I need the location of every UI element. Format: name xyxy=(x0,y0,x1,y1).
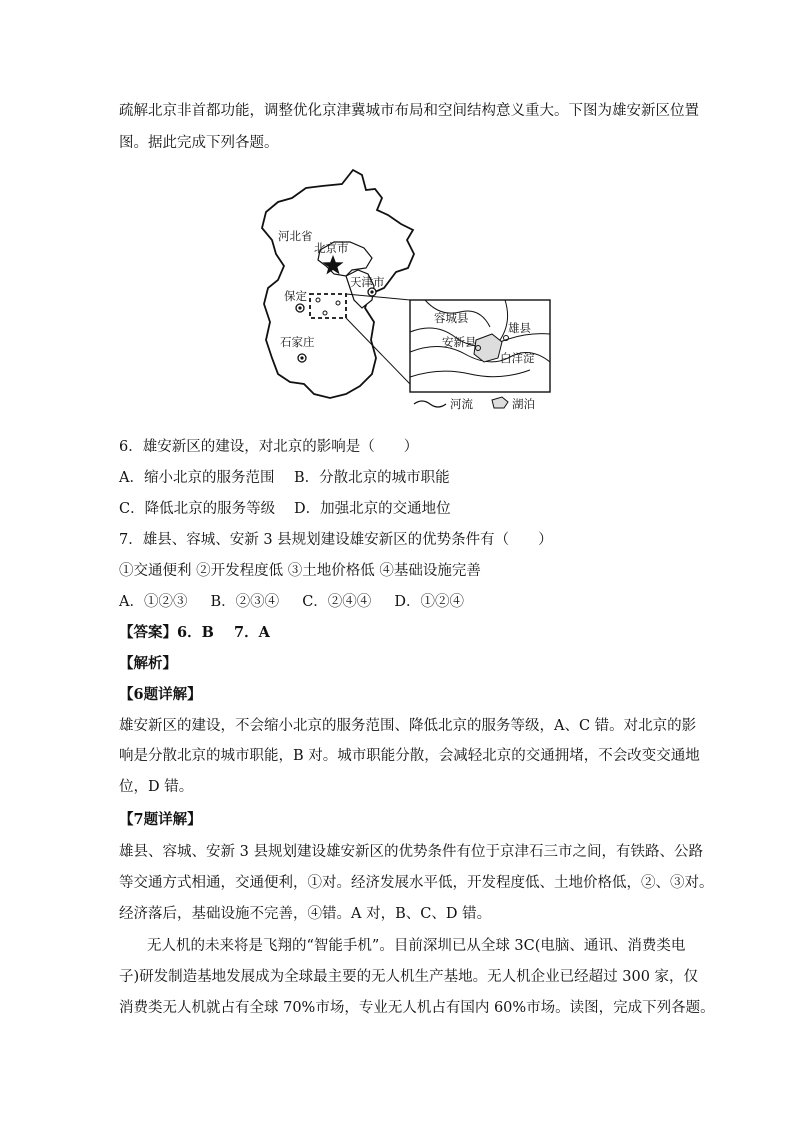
q7-options: A．①②③ B．②③④ C．②④④ D．①②④ xyxy=(119,594,464,610)
legend-lake-label: 湖泊 xyxy=(512,397,535,411)
lake-legend-icon xyxy=(492,397,508,408)
label-xiongxian: 雄县 xyxy=(508,321,531,335)
answer: 【答案】6．B 7．A xyxy=(119,624,270,641)
detail-6-line-2: 响是分散北京的城市职能，B 对。城市职能分散，会减轻北京的交通拥堵，不会改变交通地 xyxy=(119,748,700,764)
detail-7-title: 【7题详解】 xyxy=(119,811,202,828)
hebei-outline xyxy=(262,170,414,398)
river-legend-icon xyxy=(414,401,446,407)
detail-7-line-1: 雄县、容城、安新 3 县规划建设雄安新区的优势条件有位于京津石三市之间，有铁路、公路 xyxy=(119,844,703,860)
label-rongcheng: 容城县 xyxy=(434,311,469,325)
detail-7-line-2: 等交通方式相通，交通便利，①对。经济发展水平低，开发程度低、土地价格低，②、③对。 xyxy=(119,875,714,891)
label-baoding: 保定 xyxy=(284,289,307,303)
xiongan-location-map xyxy=(250,162,560,420)
label-shijiazhuang: 石家庄 xyxy=(280,335,315,349)
q6-option-b: B．分散北京的城市职能 xyxy=(294,470,450,486)
q6-option-c: C．降低北京的服务等级 xyxy=(119,501,276,517)
next-intro-line-3: 消费类无人机就占有全球 70%市场，专业无人机占有国内 60%市场。读图，完成下列各题。 xyxy=(119,1000,715,1016)
legend-river-label: 河流 xyxy=(450,397,473,411)
label-tianjin: 天津市 xyxy=(350,275,385,289)
q6-stem: 6．雄安新区的建设，对北京的影响是（ ） xyxy=(119,439,419,455)
q6-option-a: A．缩小北京的服务范围 xyxy=(119,470,275,486)
detail-7-line-3: 经济落后，基础设施不完善，④错。A 对，B、C、D 错。 xyxy=(119,906,492,922)
q7-conditions: ①交通便利 ②开发程度低 ③土地价格低 ④基础设施完善 xyxy=(119,563,481,579)
intro-line-2: 图。据此完成下列各题。 xyxy=(119,135,279,151)
label-baiyangdian: 白洋淀 xyxy=(500,351,535,365)
label-anxin: 安新县 xyxy=(442,335,477,349)
detail-6-line-1: 雄安新区的建设，不会缩小北京的服务范围、降低北京的服务等级，A、C 错。对北京的影 xyxy=(119,718,697,734)
intro-line-1: 疏解北京非首都功能，调整优化京津冀城市布局和空间结构意义重大。下图为雄安新区位置 xyxy=(119,103,699,119)
detail-6-line-3: 位，D 错。 xyxy=(119,779,194,795)
next-intro-line-2: 子)研发制造基地发展成为全球最主要的无人机生产基地。无人机企业已经超过 300 家，仅 xyxy=(119,969,699,985)
detail-6-title: 【6题详解】 xyxy=(119,686,202,703)
q6-option-d: D．加强北京的交通地位 xyxy=(294,501,451,517)
label-beijing: 北京市 xyxy=(314,241,349,255)
q7-stem: 7．雄县、容城、安新 3 县规划建设雄安新区的优势条件有（ ） xyxy=(119,532,553,548)
label-hebei: 河北省 xyxy=(278,229,313,243)
analysis-title: 【解析】 xyxy=(119,655,177,672)
next-intro-line-1: 无人机的未来将是飞翔的“智能手机”。目前深圳已从全球 3C(电脑、通讯、消费类电 xyxy=(147,938,686,954)
